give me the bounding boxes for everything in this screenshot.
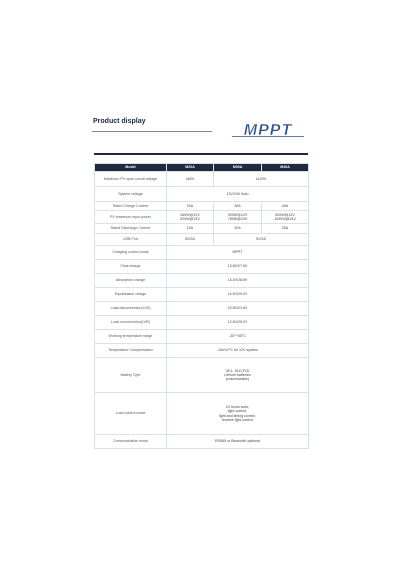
table-row bbox=[95, 211, 309, 224]
value-line: 520W@24V bbox=[180, 217, 200, 221]
table-row bbox=[95, 288, 309, 302]
row-label: Rated Discharge Current bbox=[95, 224, 167, 234]
page-title: Product display bbox=[93, 118, 146, 125]
header-m30a: M30A bbox=[214, 164, 262, 172]
row-value: 5V/2A bbox=[167, 234, 214, 246]
row-label: Absorption charge bbox=[95, 274, 167, 288]
header-model: Model bbox=[95, 164, 167, 172]
row-value: 13.8V/27.6V bbox=[167, 260, 309, 274]
row-value bbox=[214, 211, 262, 224]
table-row bbox=[95, 330, 309, 344]
row-label: Temperature Compensation bbox=[95, 344, 167, 358]
table-row bbox=[95, 358, 309, 393]
spec-table bbox=[94, 163, 309, 449]
row-value: 12V/24V Auto bbox=[167, 187, 309, 202]
row-label: USB Port bbox=[95, 234, 167, 246]
table-row bbox=[95, 260, 309, 274]
table-row bbox=[95, 202, 309, 211]
row-label: Load reconnection(LVR) bbox=[95, 316, 167, 330]
row-label: PV maximum input power bbox=[95, 211, 167, 224]
table-row bbox=[95, 246, 309, 260]
row-value: 40A bbox=[262, 202, 309, 211]
value-line: light control, bbox=[227, 409, 248, 414]
table-row bbox=[95, 172, 309, 187]
row-value: 10A bbox=[167, 224, 214, 234]
value-line: 520W@12V bbox=[275, 212, 295, 217]
mppt-logo bbox=[228, 121, 308, 139]
table-row bbox=[95, 435, 309, 449]
value-line: reverse light control bbox=[221, 417, 254, 422]
table-row bbox=[95, 344, 309, 358]
row-label: Working temperature range bbox=[95, 330, 167, 344]
value-line: (customizable) bbox=[225, 377, 250, 382]
header-m40a: M40A bbox=[262, 164, 309, 172]
row-label: Maximum PV open circuit voltage bbox=[95, 172, 167, 187]
table-row bbox=[95, 316, 309, 330]
value-line: 24 hours work, bbox=[225, 405, 250, 410]
value-line: GEL, SLD,FLD bbox=[225, 368, 250, 373]
header-m20a: M20A bbox=[167, 164, 214, 172]
value-line: 780W@24V bbox=[227, 217, 248, 221]
table-row bbox=[95, 274, 309, 288]
row-value: 20A bbox=[167, 202, 214, 211]
row-value: 20A bbox=[262, 224, 309, 234]
value-line: 260W@12V bbox=[180, 212, 200, 217]
row-value: 20A bbox=[214, 224, 262, 234]
row-value: ≤100V bbox=[214, 172, 309, 187]
row-value bbox=[167, 358, 309, 393]
row-value: 30A bbox=[214, 202, 262, 211]
table-row bbox=[95, 302, 309, 316]
row-value: 14.6V/29.2V bbox=[167, 288, 309, 302]
row-label: System voltage bbox=[95, 187, 167, 202]
row-value: -35°+55°C bbox=[167, 330, 309, 344]
table-row bbox=[95, 234, 309, 246]
row-value: MPPT bbox=[167, 246, 309, 260]
logo-text: MPPT bbox=[243, 122, 293, 139]
row-label: Float charge bbox=[95, 260, 167, 274]
row-value: 12.6V/25.2V bbox=[167, 316, 309, 330]
value-line: light and timing control, bbox=[219, 413, 256, 418]
row-value bbox=[167, 211, 214, 224]
table-row bbox=[95, 393, 309, 435]
row-value bbox=[167, 393, 309, 435]
row-label: Equalization charge bbox=[95, 288, 167, 302]
value-line: 1040W@24V bbox=[274, 217, 296, 221]
row-value: ≤60V bbox=[167, 172, 214, 187]
row-label: Communication mode bbox=[95, 435, 167, 449]
row-value bbox=[262, 211, 309, 224]
row-label: Rated Charge Current bbox=[95, 202, 167, 211]
section-divider bbox=[94, 153, 308, 155]
row-value: -24mV/°C for 12V system bbox=[167, 344, 309, 358]
row-label: Load disconnection(LVD) bbox=[95, 302, 167, 316]
table-header-row bbox=[95, 164, 309, 172]
value-line: 390W@12V bbox=[227, 212, 248, 217]
row-value: 14.4V/28.8V bbox=[167, 274, 309, 288]
row-label: Battery Type bbox=[95, 358, 167, 393]
row-label: Load control mode bbox=[95, 393, 167, 435]
value-line: Lithium batteries bbox=[224, 372, 251, 377]
row-value: 5V/2A bbox=[214, 234, 309, 246]
row-value: RS485 or Bluetooth optional bbox=[167, 435, 309, 449]
table-row bbox=[95, 187, 309, 202]
row-value: 10.8V/21.6V bbox=[167, 302, 309, 316]
title-underline bbox=[92, 131, 212, 132]
row-label: Charging control mode bbox=[95, 246, 167, 260]
table-row bbox=[95, 224, 309, 234]
